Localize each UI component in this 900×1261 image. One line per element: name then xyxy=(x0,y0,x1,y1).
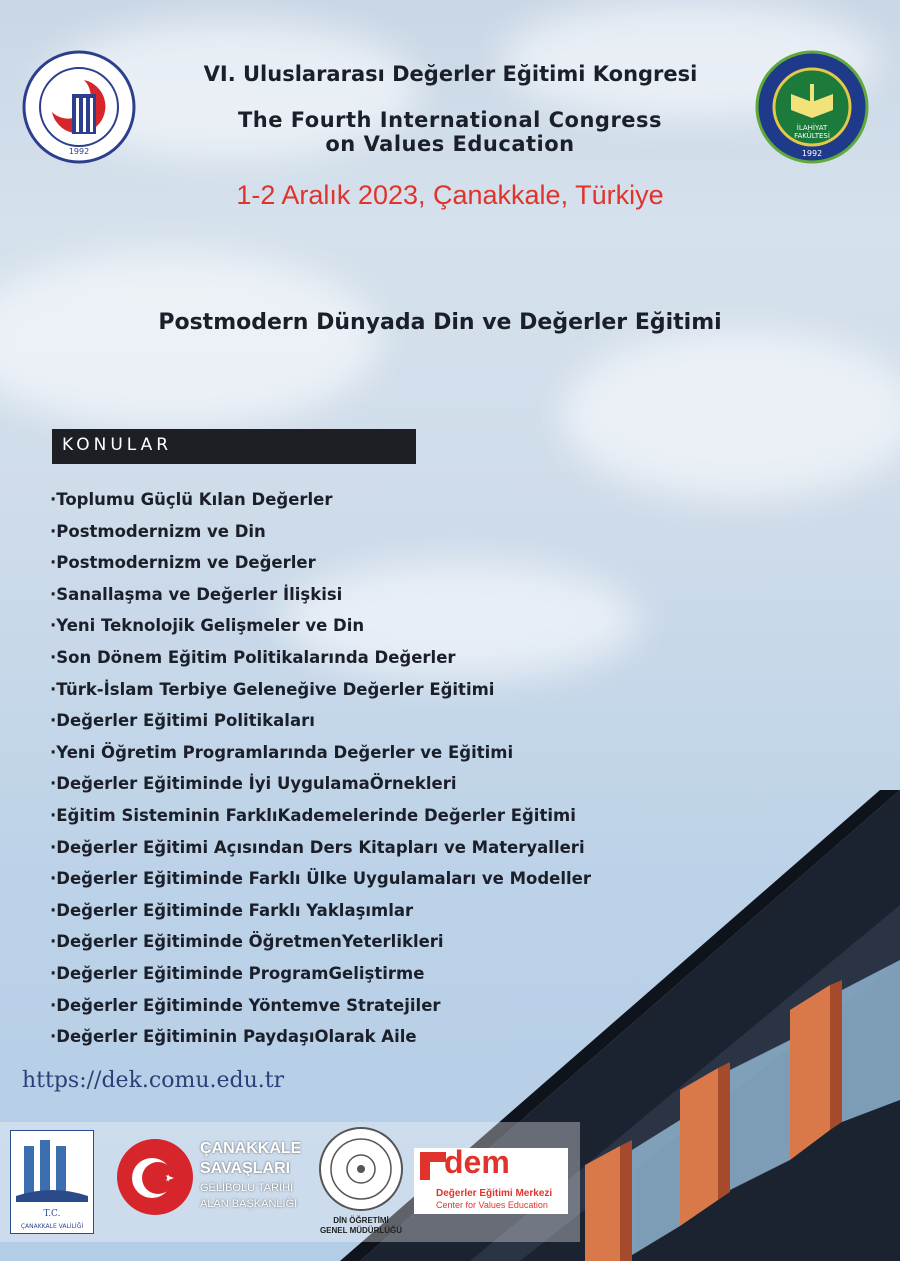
right-logo-center-line2: FAKÜLTESİ xyxy=(794,132,830,140)
list-item: ·Değerler Eğitiminde Farklı Ülke Uygulamaları ve Modeller xyxy=(50,869,592,889)
main-theme: Postmodern Dünyada Din ve Değerler Eğitimi xyxy=(158,310,722,335)
topics-heading: KONULAR xyxy=(52,429,416,464)
congress-title-en xyxy=(0,108,900,156)
crescent-star-icon xyxy=(116,1138,194,1216)
valilik-logo xyxy=(10,1130,94,1234)
website-link[interactable]: https://dek.comu.edu.tr xyxy=(22,1068,285,1093)
meb-line2: GENEL MÜDÜRLÜĞÜ xyxy=(319,1226,403,1235)
meb-seal-icon xyxy=(318,1126,404,1212)
valilik-line1: T.C. xyxy=(43,1209,61,1219)
list-item: ·Postmodernizm ve Değerler xyxy=(50,553,316,573)
dem-line1: Değerler Eğitimi Merkezi xyxy=(436,1188,553,1199)
savaslar-line2: SAVAŞLARI xyxy=(200,1160,291,1177)
congress-title-tr: VI. Uluslararası Değerler Eğitimi Kongresi xyxy=(203,62,698,86)
savaslar-line3: GELİBOLU TARİHİ xyxy=(200,1182,294,1194)
list-item: ·Değerler Eğitimi Politikaları xyxy=(50,711,315,731)
sponsor-strip xyxy=(0,1122,580,1242)
valilik-line2: ÇANAKKALE VALİLİĞİ xyxy=(20,1223,84,1230)
list-item: ·Sanallaşma ve Değerler İlişkisi xyxy=(50,584,343,604)
list-item: ·Değerler Eğitiminde ProgramGeliştirme xyxy=(50,963,425,983)
meb-line1: DİN ÖĞRETİMİ xyxy=(333,1216,389,1225)
list-item: ·Türk-İslam Terbiye Geleneğive Değerler Eğitimi xyxy=(50,679,495,699)
savaslar-line1: ÇANAKKALE xyxy=(200,1140,302,1157)
dem-wordmark: dem xyxy=(444,1144,510,1180)
list-item: ·Değerler Eğitiminin PaydaşıOlarak Aile xyxy=(50,1027,417,1047)
list-item: ·Değerler Eğitiminde ÖğretmenYeterlikleri xyxy=(50,932,444,952)
list-item: ·Postmodernizm ve Din xyxy=(50,521,266,541)
dem-line2: Center for Values Education xyxy=(436,1200,548,1210)
date-place: 1-2 Aralık 2023, Çanakkale, Türkiye xyxy=(236,180,664,210)
list-item: ·Değerler Eğitiminde Yöntemve Stratejiler xyxy=(50,995,441,1015)
list-item: ·Yeni Teknolojik Gelişmeler ve Din xyxy=(50,616,365,636)
congress-title-en-line1: The Fourth International Congress xyxy=(237,108,663,132)
right-logo-center-line1: İLAHİYAT xyxy=(796,124,828,132)
dem-mark-icon xyxy=(420,1152,446,1180)
list-item: ·Değerler Eğitimi Açısından Ders Kitapları ve Materyalleri xyxy=(50,837,585,857)
dem-logo xyxy=(414,1144,568,1214)
savaslar-line4: ALAN BAŞKANLIĞI xyxy=(200,1198,298,1210)
list-item: ·Eğitim Sisteminin FarklıKademelerinde Değerler Eğitimi xyxy=(50,805,576,825)
congress-title-en-line2: on Values Education xyxy=(325,132,575,156)
list-item: ·Son Dönem Eğitim Politikalarında Değerler xyxy=(50,647,456,667)
list-item: ·Yeni Öğretim Programlarında Değerler ve Eğitimi xyxy=(50,742,514,762)
topics-list xyxy=(50,486,591,1055)
list-item: ·Toplumu Güçlü Kılan Değerler xyxy=(50,490,333,509)
list-item: ·Değerler Eğitiminde İyi UygulamaÖrnekleri xyxy=(50,774,457,794)
list-item: ·Değerler Eğitiminde Farklı Yaklaşımlar xyxy=(50,900,414,920)
right-logo-year: 1992 xyxy=(801,149,823,158)
left-logo-year: 1992 xyxy=(68,147,90,156)
